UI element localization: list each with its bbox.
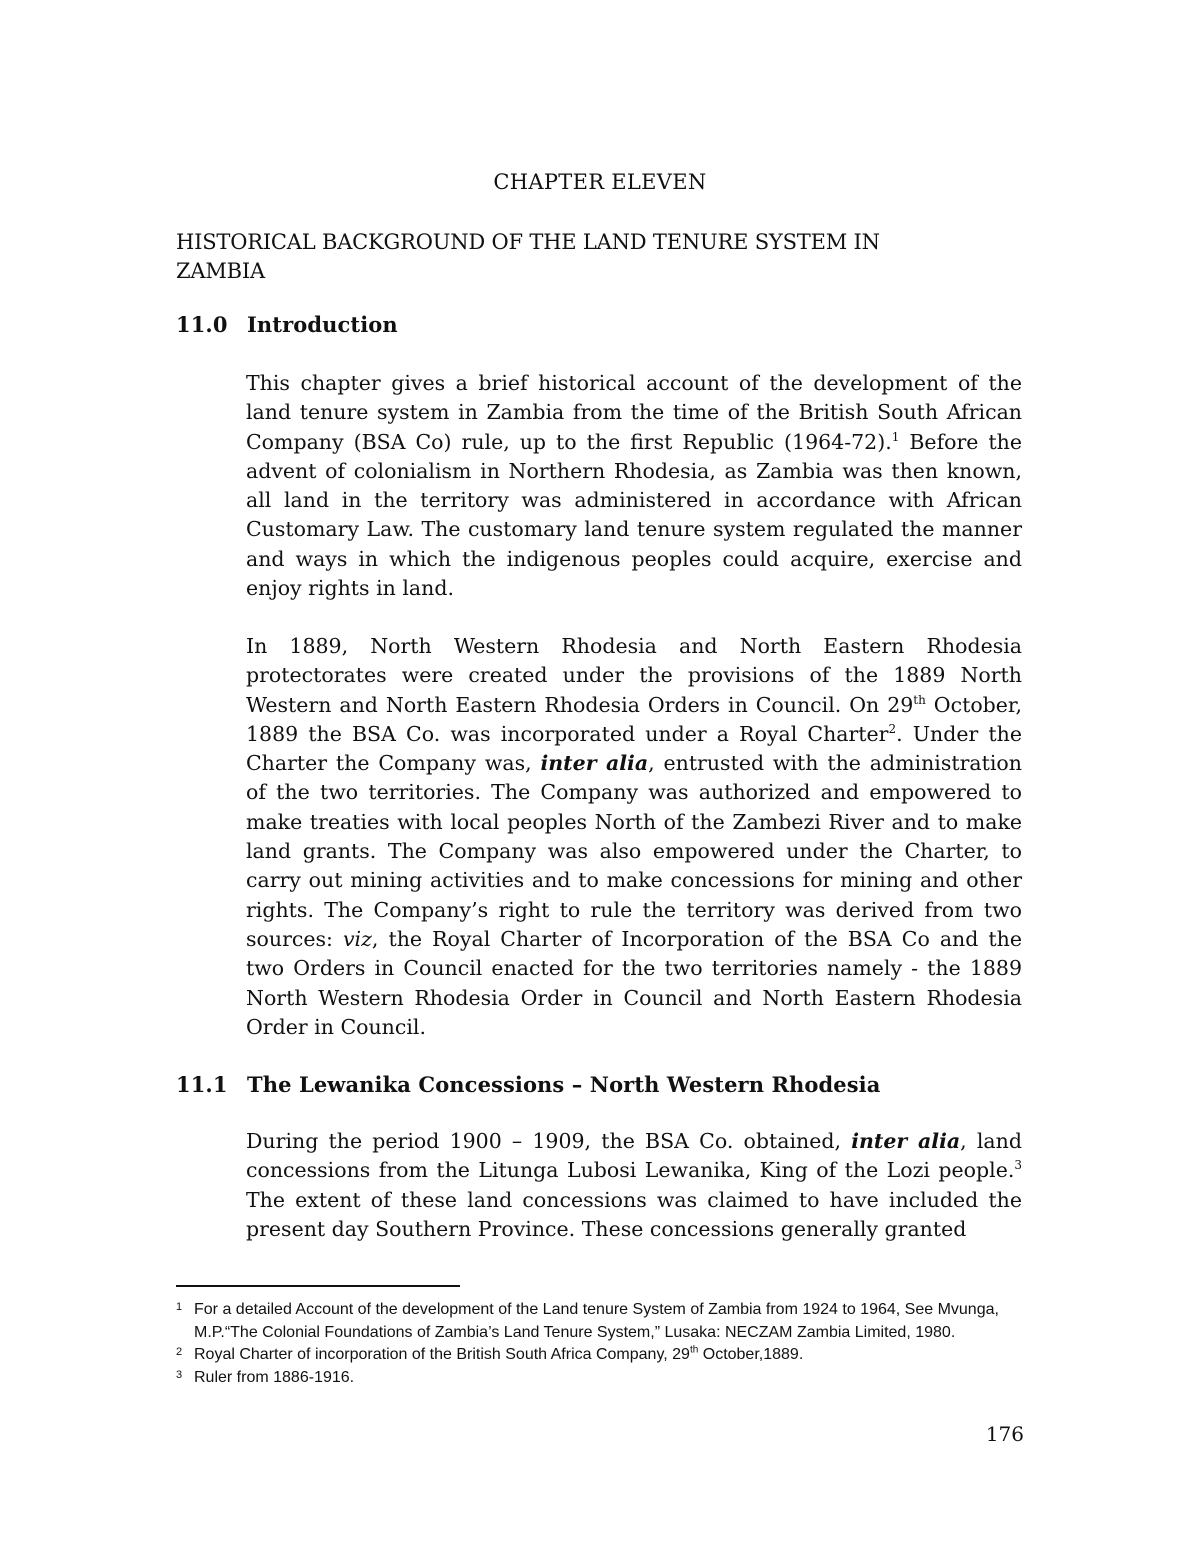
footnote-ref: 2 <box>888 722 897 737</box>
footnote-text-part: October,1889. <box>698 1346 804 1363</box>
footnote-text: For a detailed Account of the development of the Land tenure System of Zambia from 1924 to 1964, See Mvunga, M.P.“The Colonial Foundations of Zambia’s Land Tenure System,” Lusaka: NECZAM Zambia Limited, 1980. <box>194 1301 999 1341</box>
paragraph-text: , land concessions from the Litunga Lubosi Lewanika, King of the Lozi people. <box>246 1129 1022 1183</box>
footnote-ref: 1 <box>891 429 900 444</box>
footnote-mark: 1 <box>176 1301 183 1313</box>
chapter-title <box>176 228 1036 286</box>
footnote-text: Ruler from 1886-1916. <box>194 1368 355 1386</box>
chapter-title-line-2: ZAMBIA <box>176 259 265 283</box>
page-number: 176 <box>985 1422 1024 1446</box>
section-heading-introduction <box>176 312 398 337</box>
footnote-ref: 3 <box>1014 1158 1022 1173</box>
section-number: 11.0 <box>176 312 228 337</box>
latin-term: inter alia <box>540 751 649 776</box>
footnotes <box>176 1299 1026 1389</box>
latin-term: viz <box>342 926 372 951</box>
paragraph-text: . Under the Charter the Company was, <box>246 721 1022 776</box>
paragraph-text: Before the advent of colonialism in Northern Rhodesia, as Zambia was then known, all land in the territory was administered in accordance with African Customary Law. The customary land tenure system regulated the manner and ways in which the indigenous peoples could acquire, exercise and enjoy rights in land. <box>246 429 1022 601</box>
paragraph-lewanika <box>246 1127 1022 1244</box>
footnote-text-part: Royal Charter of incorporation of the British South Africa Company, 29 <box>194 1346 690 1363</box>
chapter-title-line-1: HISTORICAL BACKGROUND OF THE LAND TENURE SYSTEM IN <box>176 230 880 254</box>
paragraph-protectorates <box>246 632 1022 1042</box>
paragraph-introduction <box>246 369 1022 603</box>
footnote-2 <box>176 1344 1026 1367</box>
footnote-3 <box>176 1367 1026 1390</box>
chapter-label: CHAPTER ELEVEN <box>493 170 707 194</box>
footnote-divider <box>176 1285 460 1287</box>
ordinal-suffix: th <box>913 692 926 707</box>
paragraph-text: During the period 1900 – 1909, the BSA Co. obtained, <box>246 1129 852 1153</box>
section-title: Introduction <box>247 312 398 337</box>
footnote-mark: 2 <box>176 1346 183 1358</box>
section-heading-lewanika <box>176 1072 880 1097</box>
paragraph-text: October, 1889 the BSA Co. was incorporated under a Royal Charter <box>246 692 1022 746</box>
footnote-mark: 3 <box>176 1368 183 1381</box>
paragraph-text: The extent of these land concessions was claimed to have included the present day Southern Province. These concessions generally granted <box>246 1187 1022 1241</box>
section-title: The Lewanika Concessions – North Western Rhodesia <box>247 1072 881 1097</box>
paragraph-text: , entrusted with the administration of the two territories. The Company was authorized and empowered to make treaties with local peoples North of the Zambezi River and to make land grants. The Company was also empowered under the Charter, to carry out mining activities and to make concessions for mining and other rights. The Company’s right to rule the territory was derived from two sources: <box>246 751 1022 951</box>
paragraph-text: , the Royal Charter of Incorporation of the BSA Co and the two Orders in Council enacted for the two territories namely - the 1889 North Western Rhodesia Order in Council and North Eastern Rhodesia Order in Council. <box>246 926 1023 1039</box>
section-number: 11.1 <box>176 1072 228 1097</box>
footnote-text <box>194 1344 1026 1367</box>
latin-term: inter alia <box>851 1129 961 1153</box>
paragraph-text: In 1889, North Western Rhodesia and North Eastern Rhodesia protectorates were created under the provisions of the 1889 North Western and North Eastern Rhodesia Orders in Council. On 29 <box>246 634 1022 717</box>
paragraph-text: This chapter gives a brief historical account of the development of the land tenure system in Zambia from the time of the British South African Company (BSA Co) rule, up to the first Republic (1964-72). <box>246 371 1022 454</box>
ordinal-suffix: th <box>689 1344 699 1356</box>
footnote-1 <box>176 1299 1026 1344</box>
